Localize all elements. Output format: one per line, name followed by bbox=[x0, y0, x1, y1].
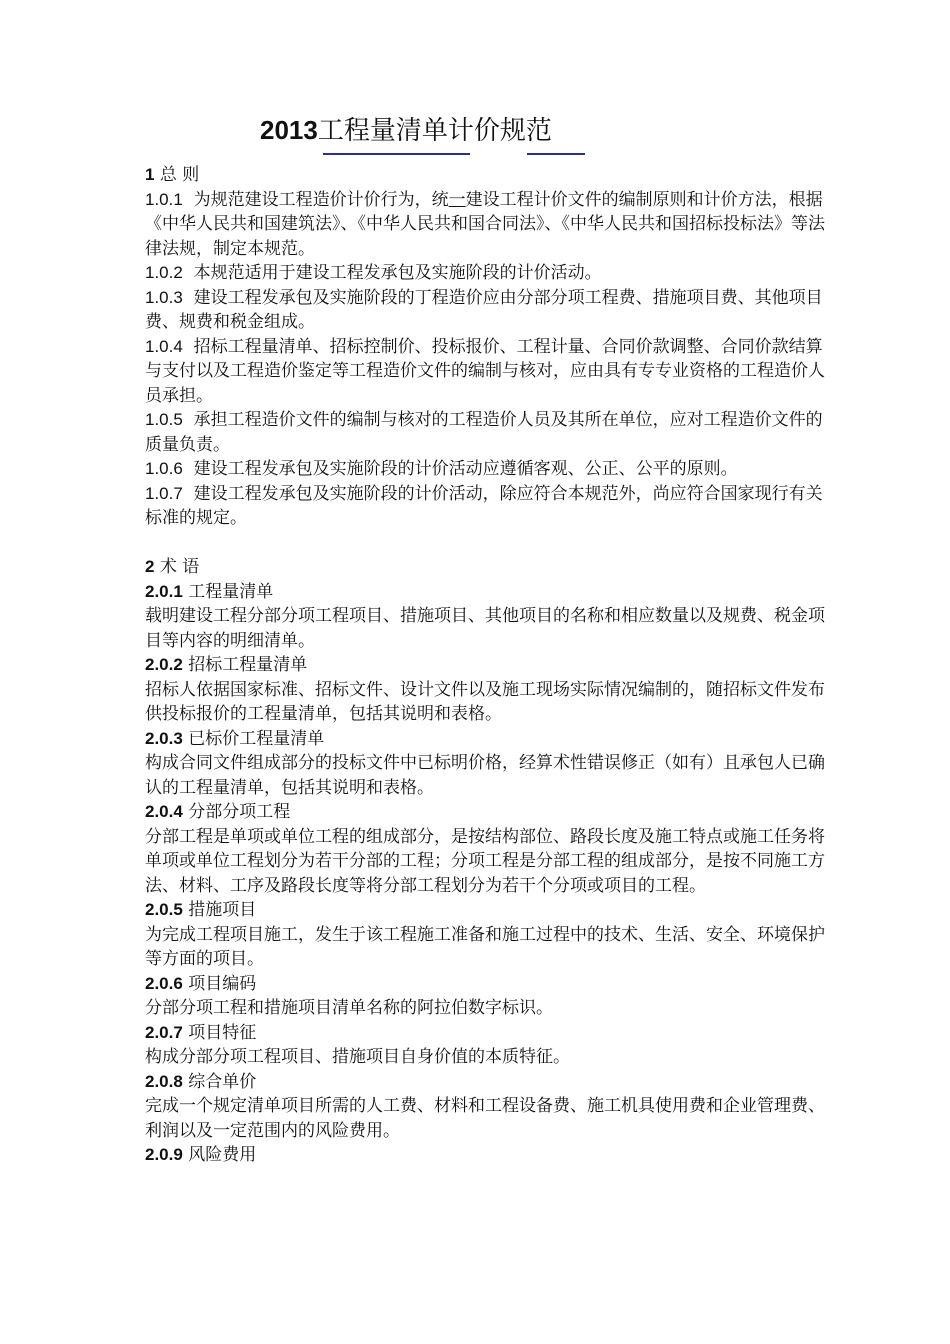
term-2-0-4-definition: 分部工程是单项或单位工程的组成部分，是按结构部位、路段长度及施工特点或施工任务将单项或单位工程划分为若干分部的工程；分项工程是分部工程的组成部分，是按不同施工方法、材料、工序及路段长度等将分部工程划分为若干个分项或项目的工程。 bbox=[145, 826, 825, 896]
clause-1-0-5: 1.0.5 承担工程造价文件的编制与核对的工程造价人员及其所在单位，应对工程造价文件的质量负责。 bbox=[145, 410, 823, 455]
clause-1-0-1: 1.0.1 为规范建设工程造价计价行为，统一建设工程计价文件的编制原则和计价方法，根据《中华人民共和国建筑法》、《中华人民共和国合同法》、《中华人民共和国招标投标法》等法律法规，制定本规范。 bbox=[145, 189, 825, 259]
title-decoration-line-left bbox=[323, 153, 470, 155]
chapter-1-heading: 1 总 则 bbox=[145, 165, 200, 185]
term-2-0-3-definition: 构成合同文件组成部分的投标文件中已标明价格，经算术性错误修正（如有）且承包人已确认的工程量清单，包括其说明和表格。 bbox=[145, 753, 825, 798]
term-2-0-9-heading: 2.0.9 风险费用 bbox=[145, 1145, 257, 1165]
term-2-0-6-definition: 分部分项工程和措施项目清单名称的阿拉伯数字标识。 bbox=[145, 998, 553, 1018]
section-gap bbox=[145, 531, 825, 556]
term-2-0-7-definition: 构成分部分项工程项目、措施项目自身价值的本质特征。 bbox=[145, 1047, 570, 1067]
term-2-0-8-definition: 完成一个规定清单项目所需的人工费、材料和工程设备费、施工机具使用费和企业管理费、利润以及一定范围内的风险费用。 bbox=[145, 1096, 825, 1141]
clause-1-0-3: 1.0.3 建设工程发承包及实施阶段的丁程造价应由分部分项工程费、措施项目费、其他项目费、规费和税金组成。 bbox=[145, 287, 823, 332]
chapter-2-heading: 2 术 语 bbox=[145, 557, 200, 577]
title-decoration-line-right bbox=[527, 153, 585, 155]
term-2-0-1-heading: 2.0.1 工程量清单 bbox=[145, 581, 274, 602]
title-number: 2013 bbox=[260, 115, 318, 145]
term-2-0-7-heading: 2.0.7 项目特征 bbox=[145, 1022, 257, 1043]
term-2-0-2-heading: 2.0.2 招标工程量清单 bbox=[145, 655, 308, 675]
clause-1-0-4: 1.0.4 招标工程量清单、招标控制价、投标报价、工程计量、合同价款调整、合同价款结算与支付以及工程造价鉴定等工程造价文件的编制与核对，应由具有专专业资格的工程造价人员承担。 bbox=[145, 336, 825, 406]
term-2-0-3-heading: 2.0.3 已标价工程量清单 bbox=[145, 728, 325, 749]
clause-1-0-6: 1.0.6 建设工程发承包及实施阶段的计价活动应遵循客观、公正、公平的原则。 bbox=[145, 459, 738, 479]
document-body bbox=[145, 163, 825, 1168]
term-2-0-5-definition: 为完成工程项目施工，发生于该工程施工准备和施工过程中的技术、生活、安全、环境保护等方面的项目。 bbox=[145, 924, 825, 969]
clause-1-0-2: 1.0.2 本规范适用于建设工程发承包及实施阶段的计价活动。 bbox=[145, 263, 602, 283]
term-2-0-8-heading: 2.0.8 综合单价 bbox=[145, 1071, 257, 1092]
term-2-0-4-heading: 2.0.4 分部分项工程 bbox=[145, 802, 291, 822]
term-2-0-5-heading: 2.0.5 措施项目 bbox=[145, 900, 257, 920]
clause-1-0-7: 1.0.7 建设工程发承包及实施阶段的计价活动，除应符合本规范外，尚应符合国家现行有关标准的规定。 bbox=[145, 483, 823, 528]
term-2-0-6-heading: 2.0.6 项目编码 bbox=[145, 973, 257, 994]
title-text: 工程量清单计价规范 bbox=[317, 116, 552, 146]
term-2-0-1-definition: 载明建设工程分部分项工程项目、措施项目、其他项目的名称和相应数量以及规费、税金项目等内容的明细清单。 bbox=[145, 606, 825, 651]
term-2-0-2-definition: 招标人依据国家标准、招标文件、设计文件以及施工现场实际情况编制的，随招标文件发布供投标报价的工程量清单，包括其说明和表格。 bbox=[145, 679, 825, 724]
